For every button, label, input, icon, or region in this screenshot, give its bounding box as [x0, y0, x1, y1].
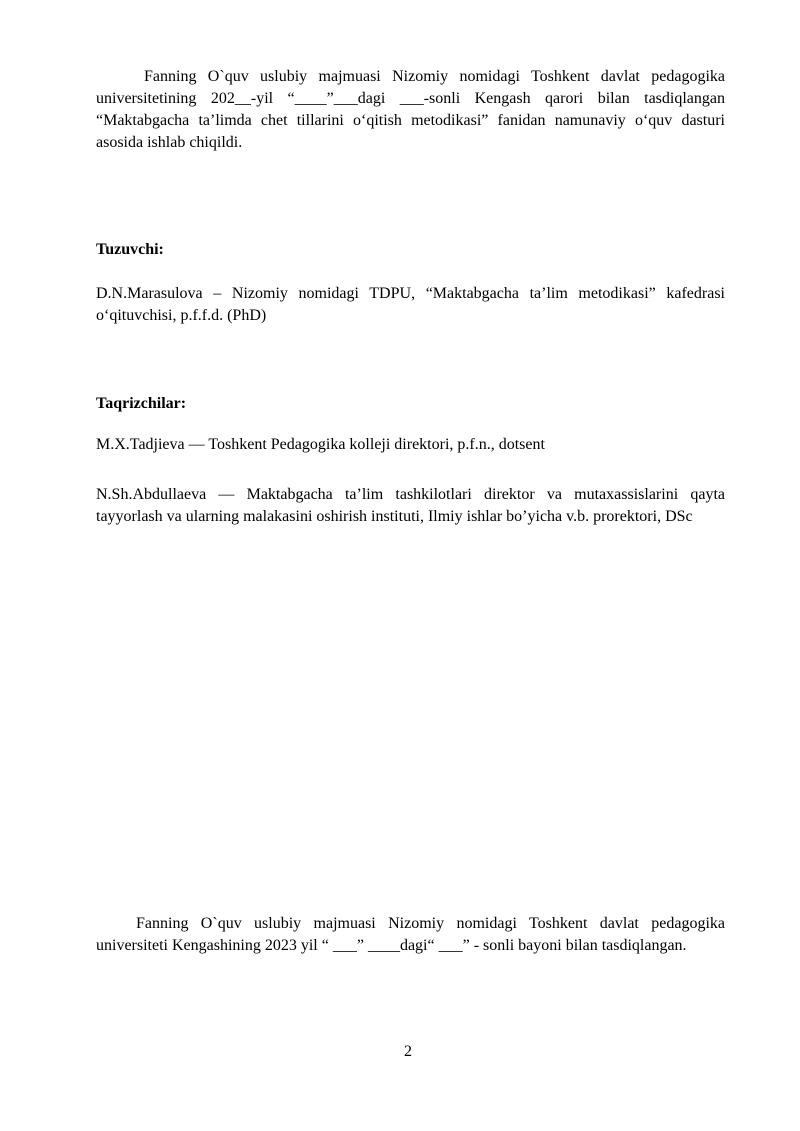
compiler-heading: Tuzuvchi: — [96, 241, 164, 258]
reviewer-item: M.X.Tadjieva — Toshkent Pedagogika kolleji direktori, p.f.n., dotsent — [96, 436, 545, 453]
approval-paragraph: Fanning O`quv uslubiy majmuasi Nizomiy nomidagi Toshkent davlat pedagogika universiteti Kengashining 2023 yil “ ___” ____dagi“ ___” - sonli bayoni bilan tasdiqlangan. — [96, 915, 725, 954]
intro-paragraph: Fanning O`quv uslubiy majmuasi Nizomiy nomidagi Toshkent davlat pedagogika universitetining 202__-yil “____”___dagi ___-sonli Kengash qarori bilan tasdiqlangan “Maktabgacha ta’limda chet tillarini o‘qitish metodikasi” fanidan namunaviy o‘quv dasturi asosida ishlab chiqildi. — [96, 68, 725, 151]
reviewer-item: N.Sh.Abdullaeva — Maktabgacha ta’lim tashkilotlari direktor va mutaxassislarini qayta tayyorlash va ularning malakasini oshirish instituti, Ilmiy ishlar bo’yicha v.b. prorektori, DSc — [96, 486, 725, 525]
reviewers-heading: Taqrizchilar: — [96, 395, 187, 412]
page-number: 2 — [404, 1043, 412, 1060]
compiler-text: D.N.Marasulova – Nizomiy nomidagi TDPU, “Maktabgacha ta’lim metodikasi” kafedrasi o‘qituvchisi, p.f.f.d. (PhD) — [96, 285, 725, 324]
